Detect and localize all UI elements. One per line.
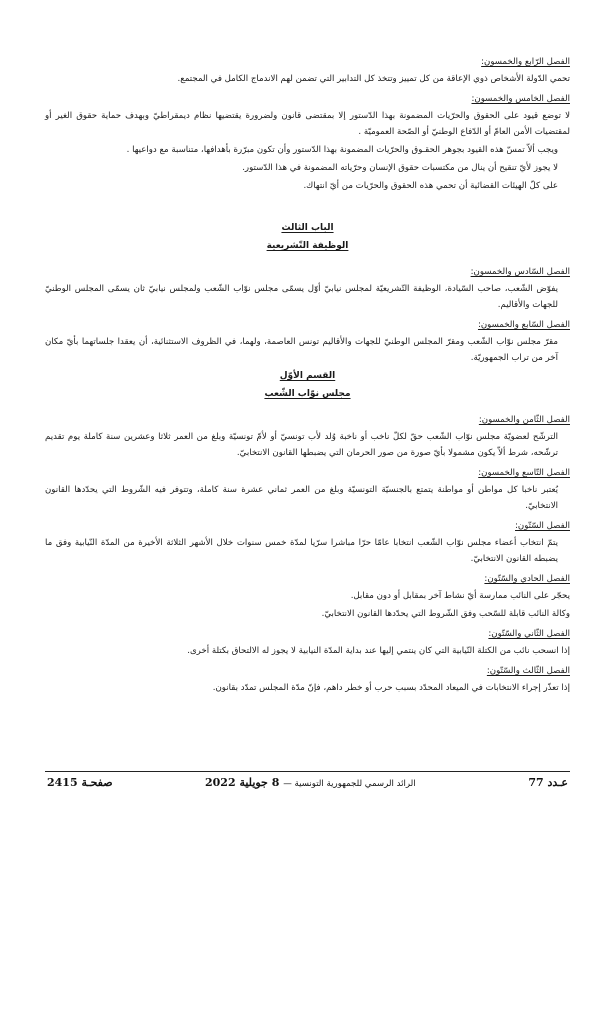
article-heading: الفصل السّابع والخمسون: (477, 320, 570, 330)
article-paragraph: يتمّ انتخاب أعضاء مجلس نوّاب الشّعب انتخابا عامّا حرّا مباشرا سرّيا لمدّة خمس سنوات خلال الأشهر الثلاثة الأخيرة من المدّة النّيابية وفق ما يضبطه القانون الانتخابيّ. (45, 538, 558, 564)
journal-title: الرائد الرسمي للجمهورية التونسية — (283, 779, 416, 789)
article-heading: الفصل الثّالث والسّتّون: (486, 666, 570, 676)
article-paragraph: مقرّ مجلس نوّاب الشّعب ومقرّ المجلس الوطنيّ للجهات والأقاليم تونس العاصمة، ولهما، في الظروف الاستثنائية، أن يعقدا جلساتهما بأيّ مكان آخر من تراب الجمهوريّة. (45, 337, 558, 363)
section-title: القسم الأوّل (279, 371, 336, 381)
article-heading: الفصل الثّامن والخمسون: (478, 415, 570, 425)
article-paragraph: لا توضع قيود على الحقوق والحرّيات المضمونة بهذا الدّستور إلا بمقتضى قانون ولضرورة يقتضيها نظام ديمقراطيّ وبهدف حماية حقوق الغير أو لمقتضيات الأمن العامّ أو الدّفاع الوطنيّ أو الصّحة العموميّة . (45, 111, 570, 137)
article-paragraph: إذا انسحب نائب من الكتلة النّيابية التي كان ينتمي إليها عند بداية المدّة النيابية لا يجوز له الالتحاق بكتلة أخرى. (187, 646, 570, 656)
article-heading: الفصل السّتّون: (515, 521, 570, 531)
article-heading: الفصل الحادي والسّتّون: (484, 574, 570, 584)
article-paragraph: تحمي الدّولة الأشخاص ذوي الإعاقة من كل تمييز وتتخذ كل التدابير التي تضمن لهم الاندماج الكامل في المجتمع. (177, 74, 570, 84)
article-heading: الفصل التّاسع والخمسون: (478, 468, 570, 478)
issue-date: 8 جويلية 2022 (205, 776, 280, 789)
part-subtitle: الوظيفة التّشريعية (266, 241, 349, 251)
article-heading: الفصل السّادس والخمسون: (470, 267, 570, 277)
article-paragraph: على كلّ الهيئات القضائية أن تحمي هذه الحقوق والحرّيات من أيّ انتهاك. (303, 181, 558, 191)
article-paragraph: لا يجوز لأيّ تنقيح أن ينال من مكتسبات حقوق الإنسان وحرّياته المضمونة في هذا الدّستور. (242, 163, 558, 173)
document-page (45, 52, 570, 698)
article-paragraph: إذا تعذّر إجراء الانتخابات في الميعاد المحدّد بسبب حرب أو خطر داهم، فإنّ مدّة المجلس تمدّد بقانون. (212, 683, 570, 693)
article-heading: الفصل الرّابع والخمسون: (481, 57, 570, 67)
page-number: صفحـة 2415 (47, 776, 113, 789)
journal-info (205, 776, 416, 789)
article-paragraph: الترشّح لعضويّة مجلس نوّاب الشّعب حقّ لكلّ ناخب أو ناخبة وُلد لأب تونسيّ أو لأمّ تونسيّة وبلغ من العمر ثلاثا وعشرين سنة كاملة يوم تقديم ترشّحه، شرط ألاّ يكون مشمولا بأيّ صورة من صور الحرمان التي يضبطها القانون الانتخابيّ. (45, 432, 558, 458)
article-paragraph: وكالة النائب قابلة للسّحب وفق الشّروط التي يحدّدها القانون الانتخابيّ. (321, 609, 570, 619)
article-paragraph: ويجب ألاّ تمسّ هذه القيود بجوهر الحقـوق والحرّيات المضمونة بهذا الدّستور وأن تكون مبرّرة بأهدافها، متناسبة مع دواعيها . (126, 145, 558, 155)
section-subtitle: مجلس نوّاب الشّعب (264, 389, 351, 399)
part-title: الباب الثالث (281, 223, 334, 233)
article-heading: الفصل الخامس والخمسون: (471, 94, 570, 104)
article-paragraph: يفوّض الشّعب، صاحب السّيادة، الوظيفة التّشريعيّة لمجلس نيابيّ أوّل يسمّى مجلس نوّاب الشّعب ولمجلس نيابيّ ثان يسمّى المجلس الوطنيّ للجهات والأقاليم. (45, 284, 558, 310)
page-footer (45, 771, 570, 796)
article-heading: الفصل الثّاني والسّتّون: (488, 629, 570, 639)
article-paragraph: يحجّر على النائب ممارسة أيّ نشاط آخر بمقابل أو دون مقابل. (350, 591, 570, 601)
issue-number: عـدد 77 (528, 776, 568, 789)
article-paragraph: يُعتبر ناخبا كل مواطن أو مواطنة يتمتع بالجنسيّة التونسيّة وبلغ من العمر ثماني عشرة سنة كاملة، وتتوفر فيه الشّروط التي يحدّدها القانون الانتخابيّ. (45, 485, 558, 511)
